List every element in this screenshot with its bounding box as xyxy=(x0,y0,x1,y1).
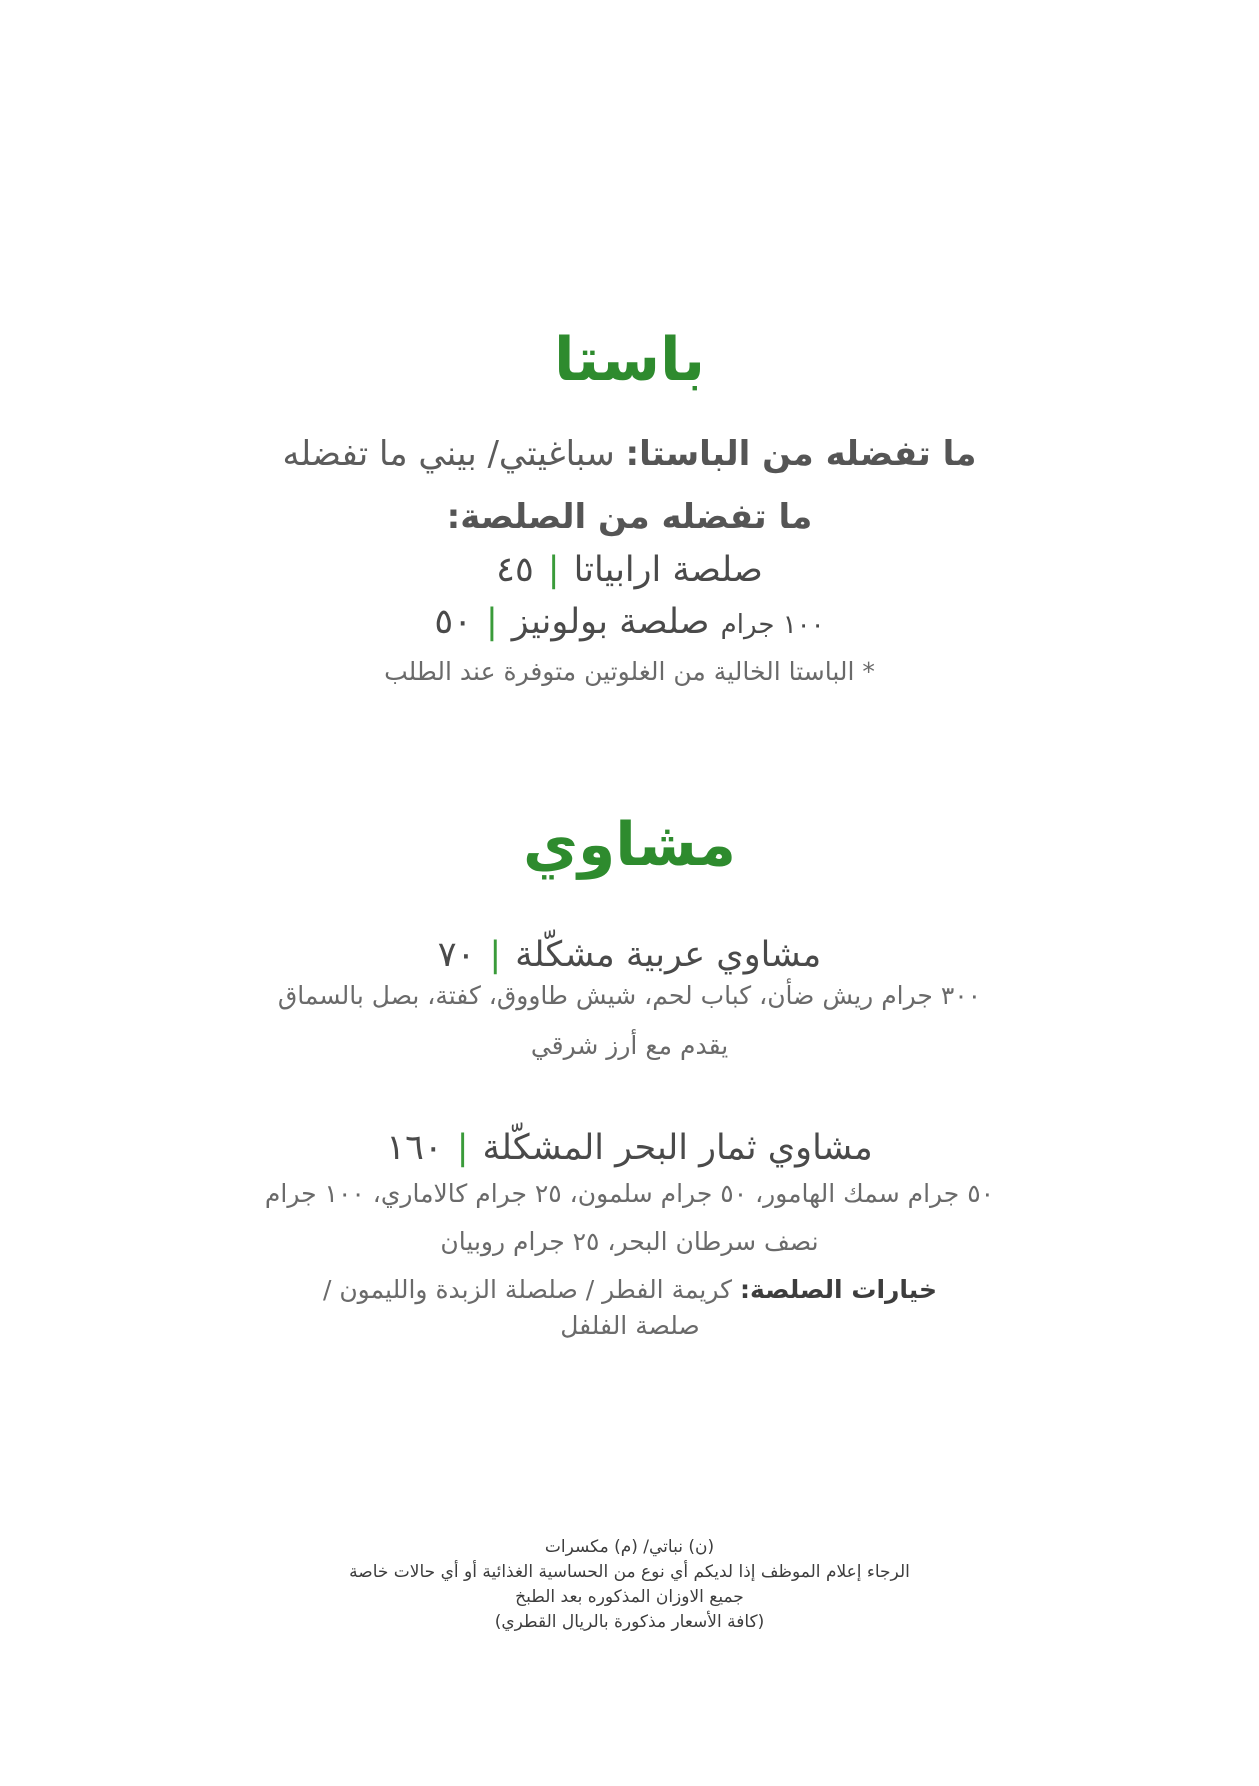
pasta-preference-label: ما تفضله من الباستا: xyxy=(625,434,977,474)
pasta-section-title: باستا xyxy=(553,325,706,395)
item-description: ٣٠٠ جرام ريش ضأن، كباب لحم، شيش طاووق، كفتة، بصل بالسماق xyxy=(277,981,982,1010)
item-description: نصف سرطان البحر، ٢٥ جرام روبيان xyxy=(440,1227,819,1256)
item-price: ٥٠ xyxy=(434,602,472,642)
grills-section-title: مشاوي xyxy=(522,810,737,880)
menu-item-arrabbiata xyxy=(0,545,1259,595)
item-weight: ١٠٠ جرام xyxy=(720,610,825,640)
item-name: صلصة بولونيز xyxy=(511,602,710,642)
item-price: ٤٥ xyxy=(496,550,534,590)
item-name: مشاوي عربية مشكّلة xyxy=(515,935,822,975)
item-description: يقدم مع أرز شرقي xyxy=(530,1031,729,1060)
menu-item-bolognese xyxy=(0,597,1259,650)
item-price: ٧٠ xyxy=(437,935,476,975)
price-separator: | xyxy=(489,935,502,975)
pasta-preference-line xyxy=(0,430,1259,478)
sauce-options xyxy=(320,1272,940,1344)
item-name: مشاوي ثمار البحر المشكّلة xyxy=(482,1128,873,1168)
gluten-free-note: * الباستا الخالية من الغلوتين متوفرة عند الطلب xyxy=(384,657,875,686)
footer-legend: (ن) نباتي/ (م) مكسرات xyxy=(544,1537,715,1557)
footer-weights-note: جميع الاوزان المذكوره بعد الطبخ xyxy=(515,1587,744,1607)
pasta-sauce-label: ما تفضله من الصلصة: xyxy=(446,497,813,537)
footer-allergy-notice: الرجاء إعلام الموظف إذا لديكم أي نوع من الحساسية الغذائية أو أي حالات خاصة xyxy=(349,1562,910,1582)
menu-item-mixed-arabic-grill xyxy=(0,930,1259,980)
footer-currency-note: (كافة الأسعار مذكورة بالريال القطري) xyxy=(494,1612,765,1632)
price-separator: | xyxy=(486,602,498,642)
price-separator: | xyxy=(547,550,560,590)
item-name: صلصة ارابياتا xyxy=(573,550,763,590)
pasta-sauce-label-line xyxy=(0,493,1259,541)
item-price: ١٦٠ xyxy=(386,1128,443,1168)
sauce-options-label: خيارات الصلصة: xyxy=(740,1275,938,1304)
pasta-preference-options: سباغيتي/ بيني ما تفضله xyxy=(282,434,626,474)
sauce-options-list: كريمة الفطر / صلصلة الزبدة والليمون / صلصة الفلفل xyxy=(322,1275,741,1340)
menu-item-mixed-seafood-grill xyxy=(0,1123,1259,1173)
item-description: ٥٠ جرام سمك الهامور، ٥٠ جرام سلمون، ٢٥ جرام كالاماري، ١٠٠ جرام xyxy=(264,1179,995,1208)
price-separator: | xyxy=(456,1128,469,1168)
